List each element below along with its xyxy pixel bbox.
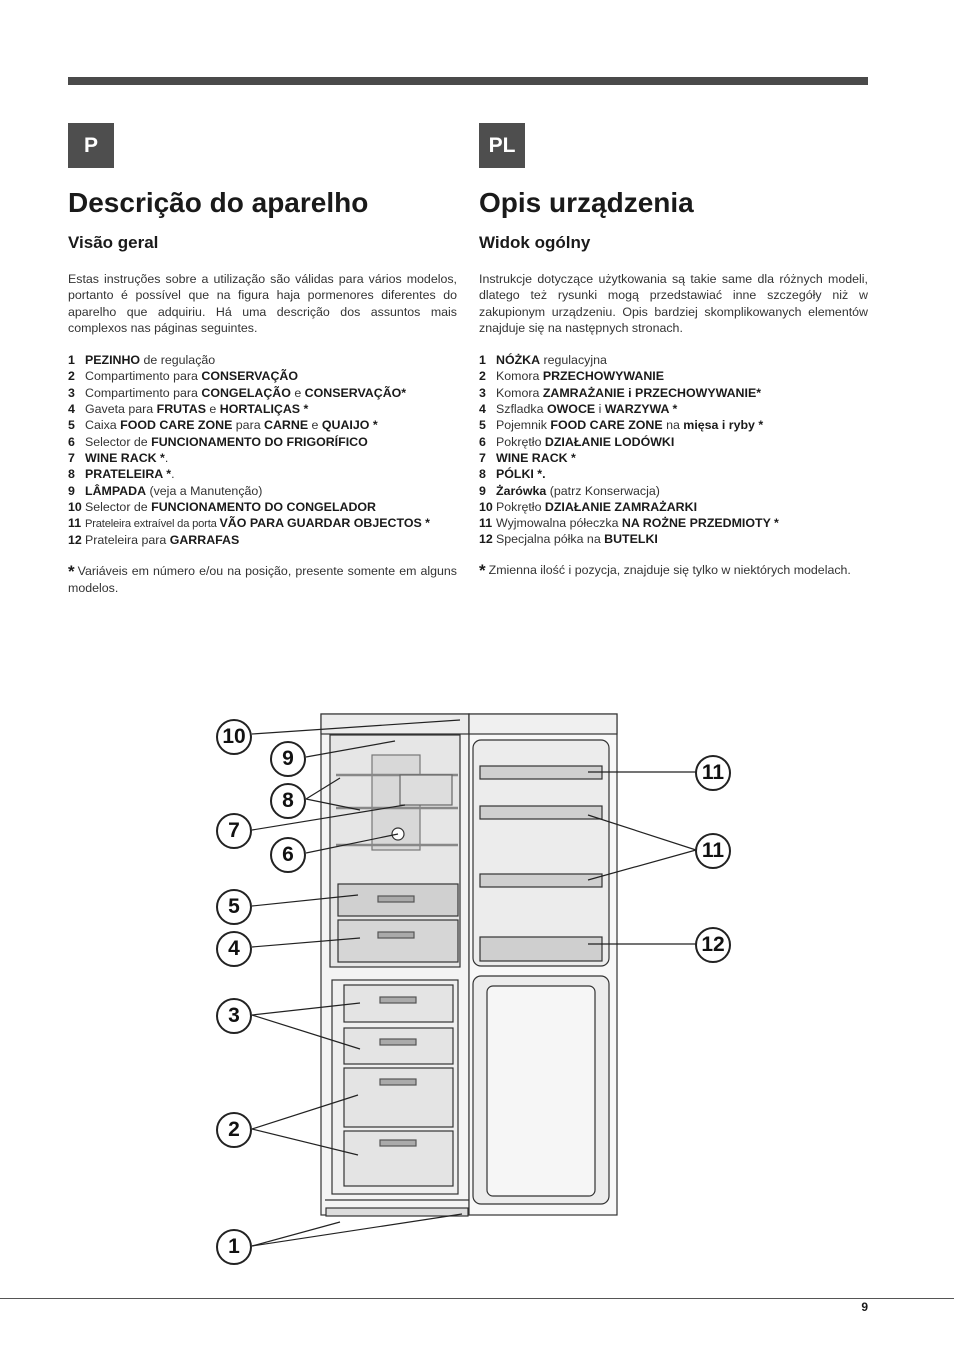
item-text: Komora [496, 385, 543, 400]
page-title-pt: Descrição do aparelho [68, 187, 369, 218]
item-keyword: mięsa i ryby * [683, 418, 764, 433]
item-keyword: FRUTAS [156, 402, 206, 417]
item-keyword: BUTELKI [604, 532, 658, 547]
callout-2: 2 [216, 1112, 252, 1148]
callout-11-bottom: 11 [695, 833, 731, 869]
item-text: Pokrętło [496, 499, 545, 514]
item-text: . [171, 467, 175, 482]
freezer-drawer [344, 1068, 453, 1127]
list-item [68, 532, 457, 548]
item-text: . [164, 450, 169, 465]
crisper-drawer [338, 920, 458, 962]
item-text: Selector de [85, 499, 152, 514]
base-plinth [326, 1208, 468, 1216]
section-title-pt: Visão geral [68, 233, 159, 252]
list-item [479, 417, 868, 433]
item-text: Gaveta para [85, 402, 157, 417]
item-keyword: VÃO PARA GUARDAR OBJECTOS * [219, 516, 430, 531]
list-item [479, 515, 868, 531]
door-balcony [480, 874, 602, 887]
list-item [68, 352, 457, 368]
list-item [479, 352, 868, 368]
item-number: 4 [68, 402, 75, 417]
callout-12: 12 [695, 927, 731, 963]
item-number: 1 [479, 353, 486, 368]
item-number: 11 [479, 516, 493, 531]
item-keyword: LÂMPADA [85, 483, 147, 498]
freezer-drawer [344, 1028, 453, 1064]
item-keyword: CONSERVAÇÃO* [304, 385, 407, 400]
item-number: 2 [68, 369, 75, 384]
section-title-pl: Widok ogólny [479, 233, 591, 252]
item-number: 4 [479, 402, 486, 417]
drawer-handle [380, 997, 416, 1003]
item-text: Komora [496, 369, 543, 384]
item-text: (veja a Manutenção) [146, 483, 263, 498]
item-keyword: FUNCIONAMENTO DO FRIGORÍFICO [151, 434, 368, 449]
item-number: 8 [479, 467, 486, 482]
list-item [68, 401, 457, 417]
item-number: 1 [68, 353, 75, 368]
footnote-text: Zmienna ilość i pozycja, znajduje się tylko w niektórych modelach. [488, 562, 851, 577]
item-keyword: GARRAFAS [169, 533, 240, 548]
list-item [68, 450, 457, 466]
callout-4: 4 [216, 931, 252, 967]
item-keyword: PEZINHO [85, 353, 141, 368]
footnote-pl [479, 562, 868, 579]
item-keyword: WINE RACK * [85, 450, 165, 465]
item-text: Caixa [85, 418, 121, 433]
item-number: 11 [68, 516, 82, 531]
item-number: 12 [68, 533, 82, 548]
wine-rack [400, 775, 452, 805]
item-number: 5 [479, 418, 486, 433]
callout-9: 9 [270, 741, 306, 777]
item-text: Compartimento para [85, 385, 202, 400]
footnote-star: * [479, 560, 486, 580]
polish-column [479, 185, 868, 579]
top-rule [68, 77, 868, 85]
item-text: e [290, 385, 305, 400]
item-text: Compartimento para [85, 369, 202, 384]
item-number: 7 [68, 450, 75, 465]
item-keyword: NÓŻKA [496, 353, 541, 368]
drawer-handle [380, 1140, 416, 1146]
item-keyword: Żarówka [496, 483, 547, 498]
item-number: 12 [479, 532, 493, 547]
item-text: (patrz Konserwacja) [546, 483, 660, 498]
item-keyword: WARZYWA * [604, 402, 678, 417]
list-item [479, 434, 868, 450]
callout-3: 3 [216, 998, 252, 1034]
item-text: Selector de [85, 434, 152, 449]
item-number: 6 [68, 434, 75, 449]
item-number: 3 [68, 385, 75, 400]
item-keyword: CARNE [264, 418, 309, 433]
item-keyword: WINE RACK * [496, 450, 576, 465]
list-item [479, 531, 868, 547]
list-item [479, 483, 868, 499]
fridge-diagram [0, 690, 954, 1290]
list-item [479, 368, 868, 384]
freezer-drawer [344, 1131, 453, 1186]
list-item [68, 499, 457, 515]
item-number: 2 [479, 369, 486, 384]
list-item [68, 368, 457, 384]
list-item [68, 417, 457, 433]
callout-6: 6 [270, 837, 306, 873]
item-keyword: CONGELAÇÃO [201, 385, 291, 400]
item-text: e [205, 402, 220, 417]
drawer-handle [378, 932, 414, 938]
item-text: regulacyjna [540, 353, 607, 368]
parts-list-pt [68, 352, 457, 549]
item-keyword: OWOCE [546, 402, 596, 417]
footnote-text: Variáveis em número e/ou na posição, presente somente em alguns modelos. [68, 563, 457, 596]
item-text: Szfladka [496, 402, 547, 417]
language-badge-pl: PL [479, 123, 525, 168]
item-text: na [662, 418, 684, 433]
drawer-handle [380, 1039, 416, 1045]
item-keyword: PÓLKI *. [496, 467, 546, 482]
item-keyword: FUNCIONAMENTO DO CONGELADOR [151, 499, 376, 514]
item-keyword: DZIAŁANIE LODÓWKI [544, 434, 675, 449]
item-number: 9 [68, 483, 75, 498]
bottle-shelf [480, 937, 602, 961]
portuguese-column [68, 185, 457, 596]
language-badge-p: P [68, 123, 114, 168]
item-number: 7 [479, 450, 486, 465]
footnote-pt [68, 563, 457, 597]
item-text: i [595, 402, 605, 417]
item-text: Specjalna półka na [496, 532, 605, 547]
item-number: 10 [68, 499, 82, 514]
item-number: 6 [479, 434, 486, 449]
drawer-handle [380, 1079, 416, 1085]
callout-10: 10 [216, 719, 252, 755]
item-text: de regulação [140, 353, 216, 368]
item-keyword: QUAIJO * [321, 418, 378, 433]
parts-list-pl [479, 352, 868, 548]
item-keyword: FOOD CARE ZONE [550, 418, 663, 433]
item-text: Prateleira extraível da porta [85, 518, 220, 531]
bottom-rule [0, 1298, 954, 1299]
callout-8: 8 [270, 783, 306, 819]
item-text: Pokrętło [496, 434, 545, 449]
list-item [68, 483, 457, 499]
item-number: 9 [479, 483, 486, 498]
callout-11-top: 11 [695, 755, 731, 791]
footnote-star: * [68, 561, 75, 581]
door-balcony [480, 806, 602, 819]
page-number: 9 [861, 1300, 868, 1314]
callout-7: 7 [216, 813, 252, 849]
item-keyword: ZAMRAŻANIE i PRZECHOWYWANIE* [542, 385, 762, 400]
item-keyword: PRATELEIRA * [85, 467, 172, 482]
item-keyword: FOOD CARE ZONE [120, 418, 233, 433]
item-number: 5 [68, 418, 75, 433]
door-balcony [480, 766, 602, 779]
list-item [68, 434, 457, 450]
item-keyword: HORTALIÇAS * [219, 402, 309, 417]
drawer-handle [378, 896, 414, 902]
item-number: 10 [479, 499, 493, 514]
item-keyword: CONSERVAÇÃO [201, 369, 299, 384]
item-text: para [232, 418, 265, 433]
list-item [68, 466, 457, 482]
list-item [68, 385, 457, 401]
item-keyword: DZIAŁANIE ZAMRAŻARKI [544, 499, 698, 514]
list-item [479, 401, 868, 417]
item-text: Wyjmowalna półeczka [496, 516, 622, 531]
intro-paragraph-pt: Estas instruções sobre a utilização são válidas para vários modelos, portanto é possível que na figura haja pormenores diferentes do aparelho que adquiriu. Há uma descrição dos assuntos mais complexos nas páginas seguintes. [68, 272, 457, 335]
item-keyword: PRZECHOWYWANIE [542, 369, 664, 384]
item-keyword: NA ROŻNE PRZEDMIOTY * [621, 516, 779, 531]
item-text: Pojemnik [496, 418, 551, 433]
list-item [479, 385, 868, 401]
list-item [479, 450, 868, 466]
item-number: 3 [479, 385, 486, 400]
item-text: e [308, 418, 322, 433]
item-text: Prateleira para [85, 533, 170, 548]
list-item [479, 466, 868, 482]
list-item [479, 499, 868, 515]
intro-paragraph-pl: Instrukcje dotyczące użytkowania są takie same dla różnych modeli, dlatego też rysunki mogą przedstawiać inne szczegóły niż w zakupionym urządzeniu. Opis bardziej skomplikowanych elementów znajduje się na następnych stronach. [479, 272, 868, 335]
item-number: 8 [68, 467, 75, 482]
list-item [68, 515, 457, 532]
page-title-pl: Opis urządzenia [479, 187, 694, 218]
callout-5: 5 [216, 889, 252, 925]
callout-1: 1 [216, 1229, 252, 1265]
